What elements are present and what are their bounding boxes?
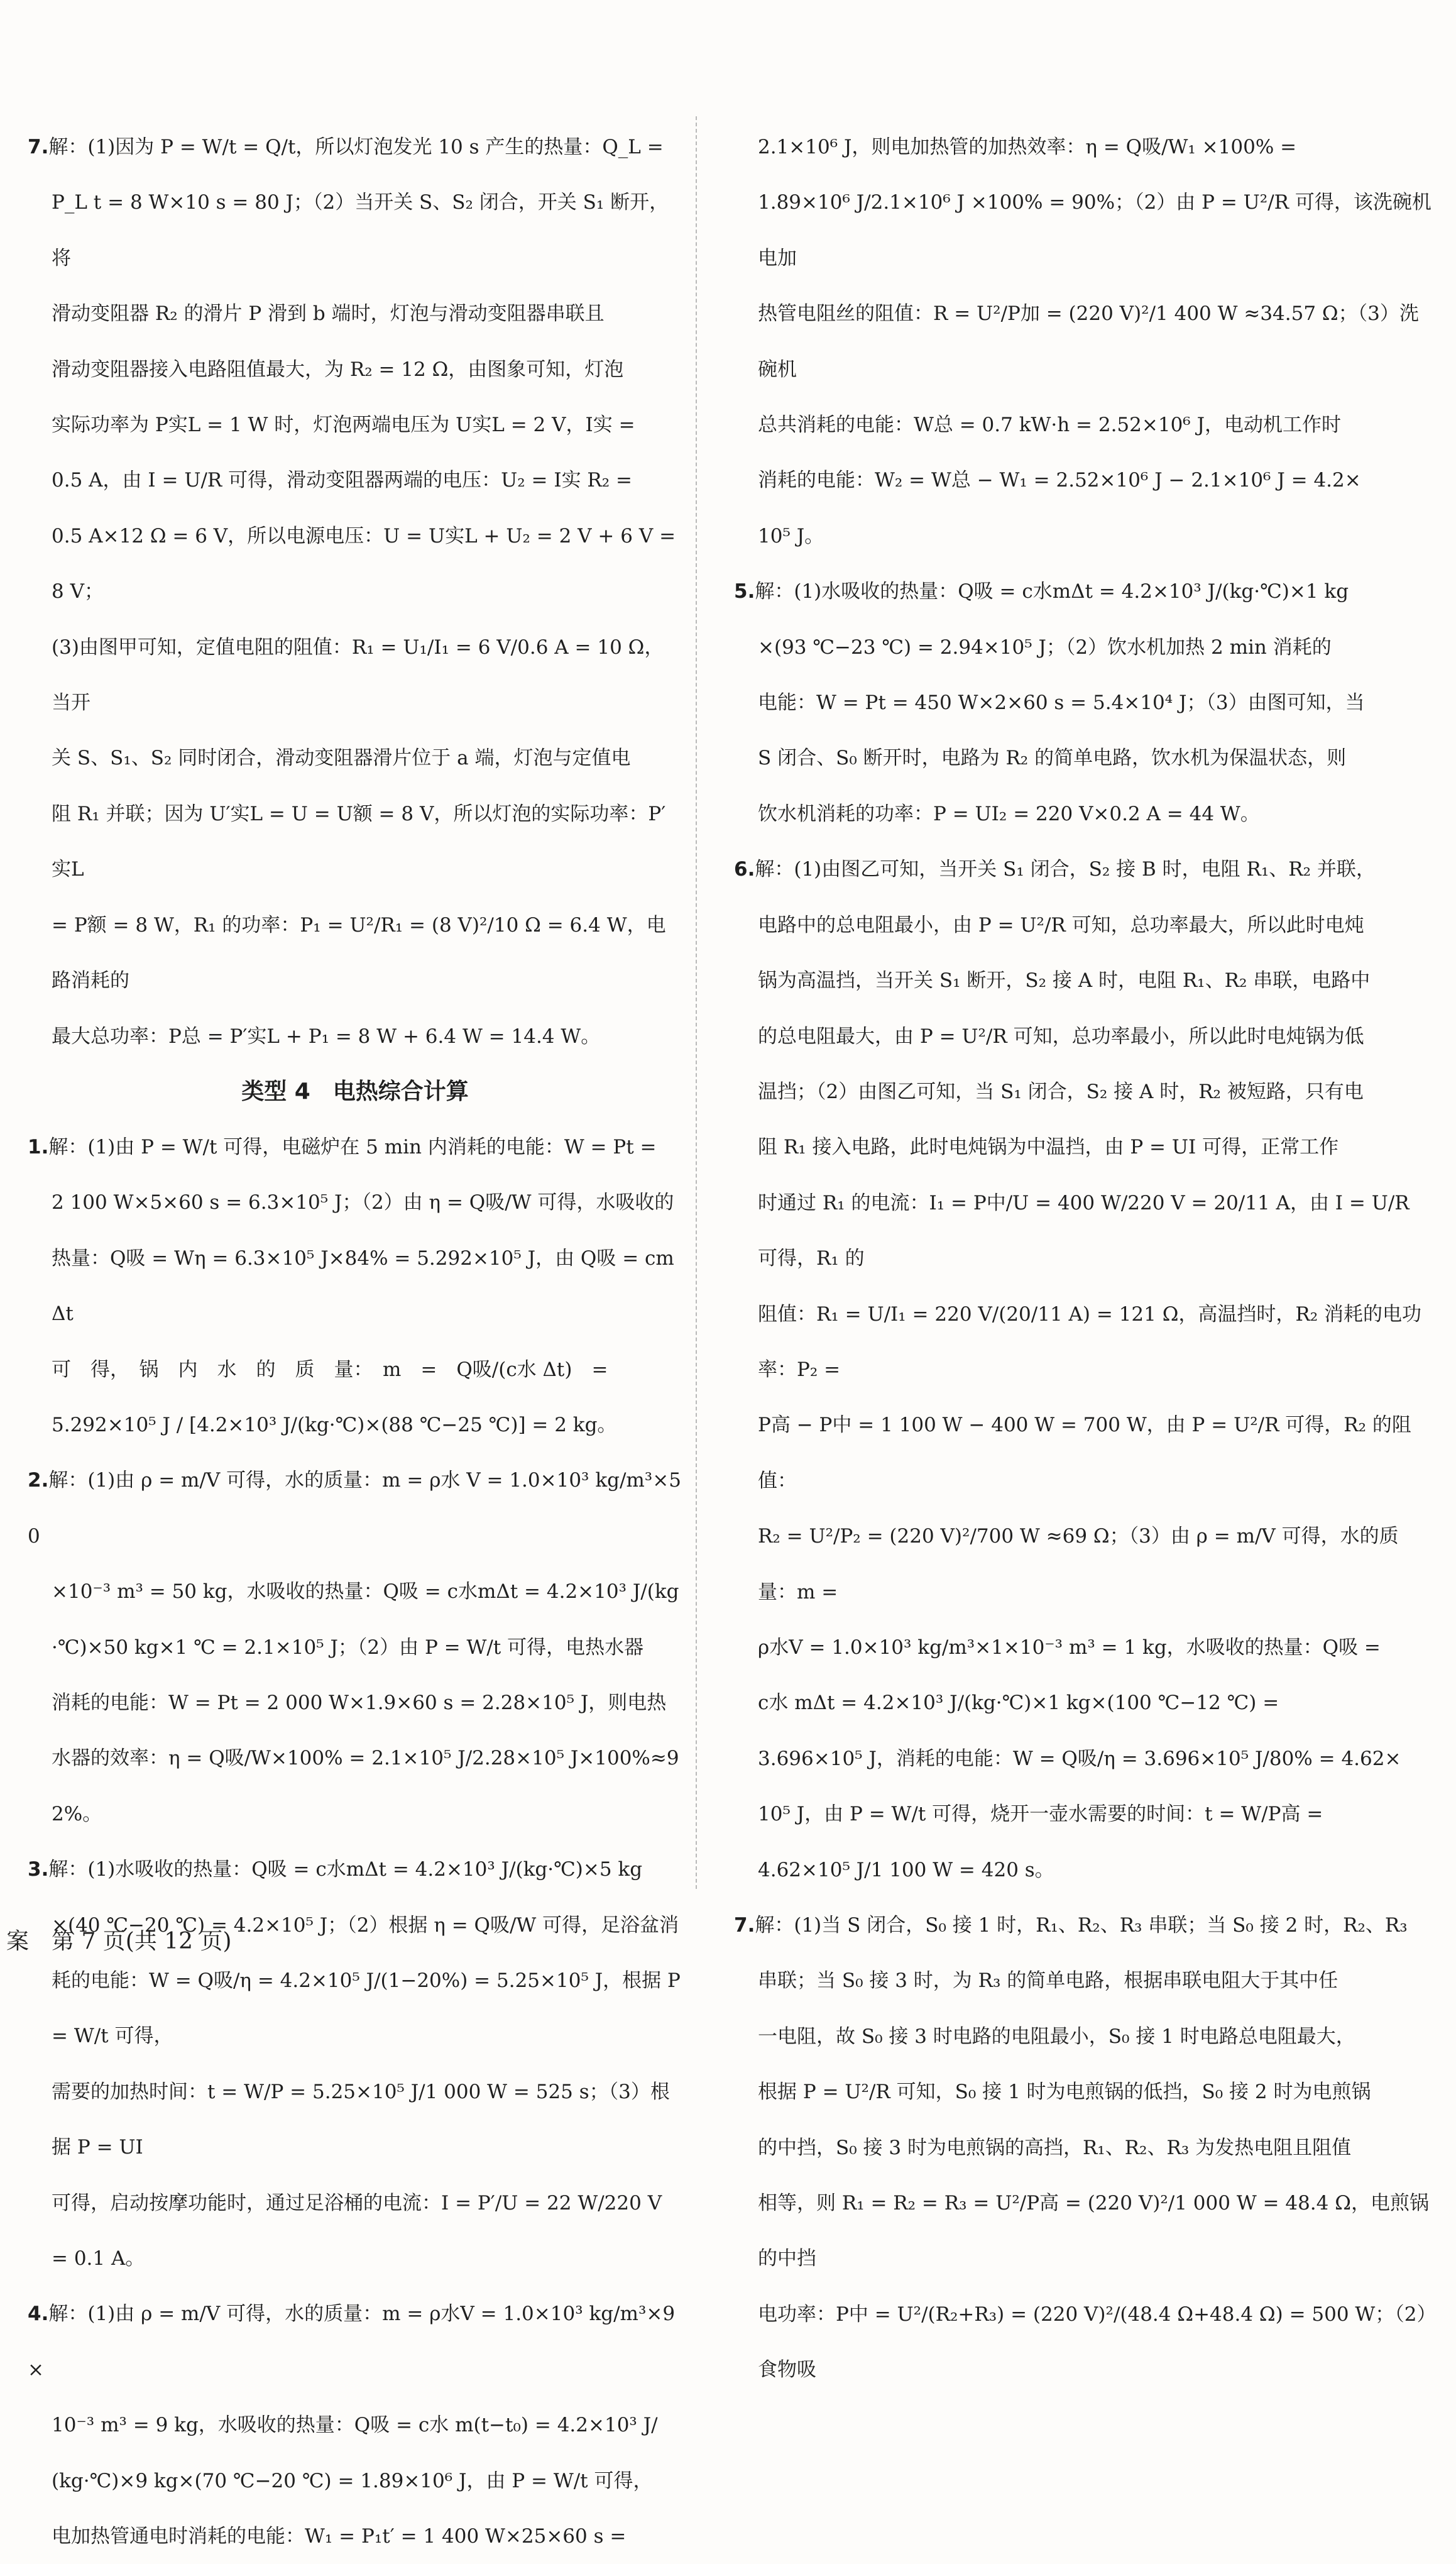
answer-line: 3.696×10⁵ J，消耗的电能：W = Q吸/η = 3.696×10⁵ J/80% = 4.62× [758,1747,1401,1770]
answer-line: 解：(1)由 ρ = m/V 可得，水的质量：m = ρ水V = 1.0×10³ kg/m³×9× [28,2303,676,2381]
question-number: 4. [28,2303,49,2326]
answer-line: 电加热管通电时消耗的电能：W₁ = P₁t′ = 1 400 W×25×60 s = [52,2525,627,2548]
answer-line: 阻值：R₁ = U/I₁ = 220 V/(20/11 A) = 121 Ω，高温挡时，R₂ 消耗的电功率：P₂ = [758,1302,1422,1381]
answer-line: 1.89×10⁶ J/2.1×10⁶ J ×100% = 90%；（2）由 P = U²/R 可得，该洗碗机电加 [758,191,1431,270]
answer-line: 的中挡，S₀ 接 3 时为电煎锅的高挡，R₁、R₂、R₃ 为发热电阻且阻值 [758,2136,1352,2159]
answer-line: 温挡；（2）由图乙可知，当 S₁ 闭合，S₂ 接 A 时，R₂ 被短路，只有电 [758,1080,1364,1103]
answer-line: 滑动变阻器接入电路阻值最大，为 R₂ = 12 Ω，由图象可知，灯泡 [52,358,624,381]
answer-6 [734,842,1434,1898]
answer-line: c水 mΔt = 4.2×10³ J/(kg·℃)×1 kg×(100 ℃−12 ℃) = [758,1692,1279,1715]
answer-line: 10⁵ J。 [758,524,824,547]
answer-line: 解：(1)水吸收的热量：Q吸 = c水mΔt = 4.2×10³ J/(kg·℃)×5 kg [48,1858,643,1881]
answer-line: 总共消耗的电能：W总 = 0.7 kW·h = 2.52×10⁶ J，电动机工作时 [758,414,1342,437]
question-number: 7. [28,136,49,158]
answer-line: 滑动变阻器 R₂ 的滑片 P 滑到 b 端时，灯泡与滑动变阻器串联且 [52,302,605,326]
answer-line: ·℃)×50 kg×1 ℃ = 2.1×10⁵ J；（2）由 P = W/t 可得，电热水器 [52,1636,644,1659]
section-title: 类型 4 电热综合计算 [241,1078,469,1104]
answer-line: 4.62×10⁵ J/1 100 W = 420 s。 [758,1858,1054,1881]
question-number: 6. [734,858,755,881]
answer-line: 的总电阻最大，由 P = U²/R 可知，总功率最小，所以此时电炖锅为低 [758,1025,1364,1048]
answer-line: 解：(1)当 S 闭合，S₀ 接 1 时，R₁、R₂、R₃ 串联；当 S₀ 接 2 时，R₂、R₃ [755,1914,1408,1937]
answer-line: ×10⁻³ m³ = 50 kg，水吸收的热量：Q吸 = c水mΔt = 4.2×10³ J/(kg [52,1580,679,1604]
answer-line: 0.5 A×12 Ω = 6 V，所以电源电压：U = U实L + U₂ = 2 V + 6 V = 8 V； [52,524,682,603]
answer-line: ×(93 ℃−23 ℃) = 2.94×10⁵ J；（2）饮水机加热 2 min 消耗的 [758,635,1332,659]
answer-line: 消耗的电能：W = Pt = 2 000 W×1.9×60 s = 2.28×10⁵ J，则电热 [52,1691,667,1714]
answer-line: 解：(1)由 P = W/t 可得，电磁炉在 5 min 内消耗的电能：W = Pt = [48,1135,657,1158]
answer-line: 2 100 W×5×60 s = 6.3×10⁵ J；（2）由 η = Q吸/W 可得，水吸收的 [52,1191,674,1214]
right-column [734,119,1434,2398]
answer-line: 阻 R₁ 并联；因为 U′实L = U = U额 = 8 V，所以灯泡的实际功率：P′实L [52,802,666,881]
answer-line: = P额 = 8 W，R₁ 的功率：P₁ = U²/R₁ = (8 V)²/10 Ω = 6.4 W，电路消耗的 [52,913,666,993]
answer-line: 热管电阻丝的阻值：R = U²/P加 = (220 V)²/1 400 W ≈34.57 Ω；（3）洗碗机 [758,302,1419,381]
answer-line: 阻 R₁ 接入电路，此时电炖锅为中温挡，由 P = UI 可得，正常工作 [758,1136,1339,1159]
answer-5 [734,564,1434,842]
answer-line: P高 − P中 = 1 100 W − 400 W = 700 W，由 P = U²/R 可得，R₂ 的阻值： [758,1414,1411,1492]
answer-line: ×(40 ℃−20 ℃) = 4.2×10⁵ J；（2）根据 η = Q吸/W 可得，足浴盆消 [52,1913,679,1937]
answer-line: 解：(1)水吸收的热量：Q吸 = c水mΔt = 4.2×10³ J/(kg·℃)×1 kg [755,580,1349,603]
answer-line: (kg·℃)×9 kg×(70 ℃−20 ℃) = 1.89×10⁶ J，由 P = W/t 可得， [52,2469,653,2492]
answer-line: 10⁵ J，由 P = W/t 可得，烧开一壶水需要的时间：t = W/P高 = [758,1803,1323,1826]
answer-line: 电能：W = Pt = 450 W×2×60 s = 5.4×10⁴ J；（3）由图可知，当 [758,691,1365,715]
answer-line: 10⁻³ m³ = 9 kg，水吸收的热量：Q吸 = c水 m(t−t₀) = 4.2×10³ J/ [52,2414,658,2437]
answer-line: 电路中的总电阻最小，由 P = U²/R 可知，总功率最大，所以此时电炖 [758,913,1364,937]
page-footer: 案 第 7 页(共 12 页) [6,1929,232,1954]
answer-line: 可得，启动按摩功能时，通过足浴桶的电流：I = P′/U = 22 W/220 V = 0.1 A。 [52,2191,668,2270]
answer-line: 时通过 R₁ 的电流：I₁ = P中/U = 400 W/220 V = 20/11 A，由 I = U/R 可得，R₁ 的 [758,1191,1416,1270]
answer-1 [28,1120,682,1453]
answer-line: 电功率：P中 = U²/(R₂+R₃) = (220 V)²/(48.4 Ω+48.4 Ω) = 500 W；（2）食物吸 [758,2303,1427,2382]
answer-3 [28,1842,687,2286]
left-column [28,119,687,2564]
question-number: 5. [734,580,755,603]
answer-line: 2.1×10⁶ J，则电加热管的加热效率：η = Q吸/W₁ ×100% = [758,136,1297,158]
question-number: 7. [734,1914,755,1937]
answer-4 [28,2286,682,2564]
question-number: 1. [28,1135,49,1158]
answer-line: 根据 P = U²/R 可知，S₀ 接 1 时为电煎锅的低挡，S₀ 接 2 时为电煎锅 [758,2081,1371,2104]
answer-line: 最大总功率：P总 = P′实L + P₁ = 8 W + 6.4 W = 14.4 W。 [52,1025,601,1048]
question-number: 2. [28,1469,49,1492]
answer-line: 实际功率为 P实L = 1 W 时，灯泡两端电压为 U实L = 2 V，I实 = [52,414,635,437]
answer-line: 解：(1)由图乙可知，当开关 S₁ 闭合，S₂ 接 B 时，电阻 R₁、R₂ 并联， [755,858,1376,881]
question-number: 3. [28,1858,49,1881]
answer-line: 一电阻，故 S₀ 接 3 时电路的电阻最小，S₀ 接 1 时电路总电阻最大， [758,2025,1355,2048]
answer-line: 可 得， 锅 内 水 的 质 量： m = Q吸/(c水 Δt) = [52,1358,608,1381]
answer-line: 锅为高温挡，当开关 S₁ 断开，S₂ 接 A 时，电阻 R₁、R₂ 串联，电路中 [758,969,1371,993]
answer-line: 关 S、S₁、S₂ 同时闭合，滑动变阻器滑片位于 a 端，灯泡与定值电 [52,747,631,770]
answer-line: S 闭合、S₀ 断开时，电路为 R₂ 的简单电路，饮水机为保温状态，则 [758,747,1347,770]
answer-line: ρ水V = 1.0×10³ kg/m³×1×10⁻³ m³ = 1 kg，水吸收的热量：Q吸 = [758,1636,1381,1659]
answer-line: 饮水机消耗的功率：P = UI₂ = 220 V×0.2 A = 44 W。 [758,802,1260,825]
answer-7-heating [734,1898,1434,2398]
answer-line: 耗的电能：W = Q吸/η = 4.2×10⁵ J/(1−20%) = 5.25×10⁵ J，根据 P = W/t 可得， [52,1969,687,2048]
answer-line: 热量：Q吸 = Wη = 6.3×10⁵ J×84% = 5.292×10⁵ J，由 Q吸 = cmΔt [52,1246,674,1326]
column-divider [696,116,697,1889]
answer-line: 水器的效率：η = Q吸/W×100% = 2.1×10⁵ J/2.28×10⁵ J×100%≈92%。 [52,1747,679,1825]
answer-line: 消耗的电能：W₂ = W总 − W₁ = 2.52×10⁶ J − 2.1×10⁶ J = 4.2× [758,469,1361,492]
answer-line: 串联；当 S₀ 接 3 时，为 R₃ 的简单电路，根据串联电阻大于其中任 [758,1969,1338,1993]
answer-line: (3)由图甲可知，定值电阻的阻值：R₁ = U₁/I₁ = 6 V/0.6 A = 10 Ω，当开 [52,635,664,715]
answer-line: P_L t = 8 W×10 s = 80 J；（2）当开关 S、S₂ 闭合，开关 S₁ 断开，将 [52,191,669,270]
answer-line: 5.292×10⁵ J / [4.2×10³ J/(kg·℃)×(88 ℃−25 ℃)] = 2 kg。 [52,1413,617,1436]
answer-line: 解：(1)由 ρ = m/V 可得，水的质量：m = ρ水 V = 1.0×10³ kg/m³×50 [28,1469,681,1548]
answer-4-continued [734,119,1434,564]
answer-line: 相等，则 R₁ = R₂ = R₃ = U²/P高 = (220 V)²/1 000 W = 48.4 Ω，电煎锅的中挡 [758,2192,1429,2270]
answer-line: 解：(1)因为 P = W/t = Q/t，所以灯泡发光 10 s 产生的热量：Q_L = [48,136,664,158]
answer-2 [28,1453,682,1842]
answer-7 [28,119,682,1064]
answer-line: 需要的加热时间：t = W/P = 5.25×10⁵ J/1 000 W = 525 s；（3）根据 P = UI [52,2080,670,2159]
answer-line: 0.5 A，由 I = U/R 可得，滑动变阻器两端的电压：U₂ = I实 R₂ = [52,469,633,492]
answer-line: R₂ = U²/P₂ = (220 V)²/700 W ≈69 Ω；（3）由 ρ = m/V 可得，水的质量：m = [758,1525,1399,1604]
